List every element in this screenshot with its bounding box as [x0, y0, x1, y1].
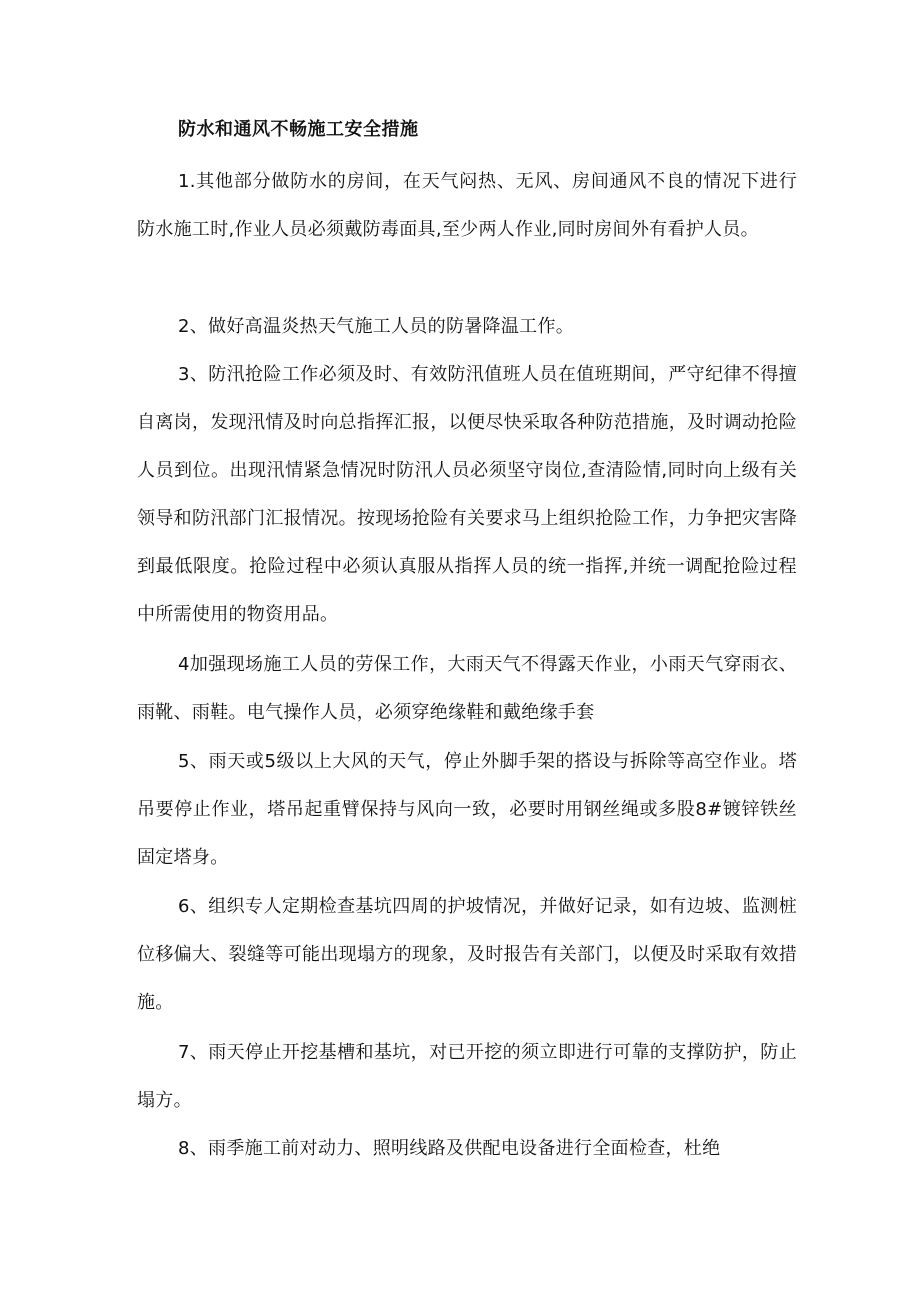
paragraph-8: 8、雨季施工前对动力、照明线路及供配电设备进行全面检查，杜绝 — [178, 1138, 721, 1159]
paragraph-2: 2、做好高温炎热天气施工人员的防暑降温工作。 — [178, 316, 575, 337]
paragraph-5: 5、雨天或5级以上大风的天气，停止外脚手架的搭设与拆除等高空作业。塔吊要停止作业，塔吊起重臂保持与风向一致，必要时用钢丝绳或多股8#镀锌铁丝固定塔身。 — [137, 751, 797, 868]
paragraph-6: 6、组织专人定期检查基坑四周的护坡情况，并做好记录，如有边坡、监测桩位移偏大、裂缝等可能出现塌方的现象，及时报告有关部门，以便及时采取有效措施。 — [137, 896, 797, 1013]
paragraph-7: 7、雨天停止开挖基槽和基坑，对已开挖的须立即进行可靠的支撑防护，防止塌方。 — [137, 1042, 797, 1111]
paragraph-3: 3、防汛抢险工作必须及时、有效防汛值班人员在值班期间，严守纪律不得擅自离岗，发现汛情及时向总指挥汇报，以便尽快采取各种防范措施，及时调动抢险人员到位。出现汛情紧急情况时防汛人员必须坚守岗位,查清险情,同时向上级有关领导和防汛部门汇报情况。按现场抢险有关要求马上组织抢险工作，力争把灾害降到最低限度。抢险过程中必须认真服从指挥人员的统一指挥,并统一调配抢险过程中所需使用的物资用品。 — [137, 364, 797, 625]
document-title: 防水和通风不畅施工安全措施 — [178, 119, 419, 140]
paragraph-4: 4加强现场施工人员的劳保工作，大雨天气不得露天作业，小雨天气穿雨衣、雨靴、雨鞋。电气操作人员，必须穿绝缘鞋和戴绝缘手套 — [137, 654, 797, 723]
paragraph-1: 1.其他部分做防水的房间，在天气闷热、无风、房间通风不良的情况下进行防水施工时,作业人员必须戴防毒面具,至少两人作业,同时房间外有看护人员。 — [137, 171, 797, 240]
